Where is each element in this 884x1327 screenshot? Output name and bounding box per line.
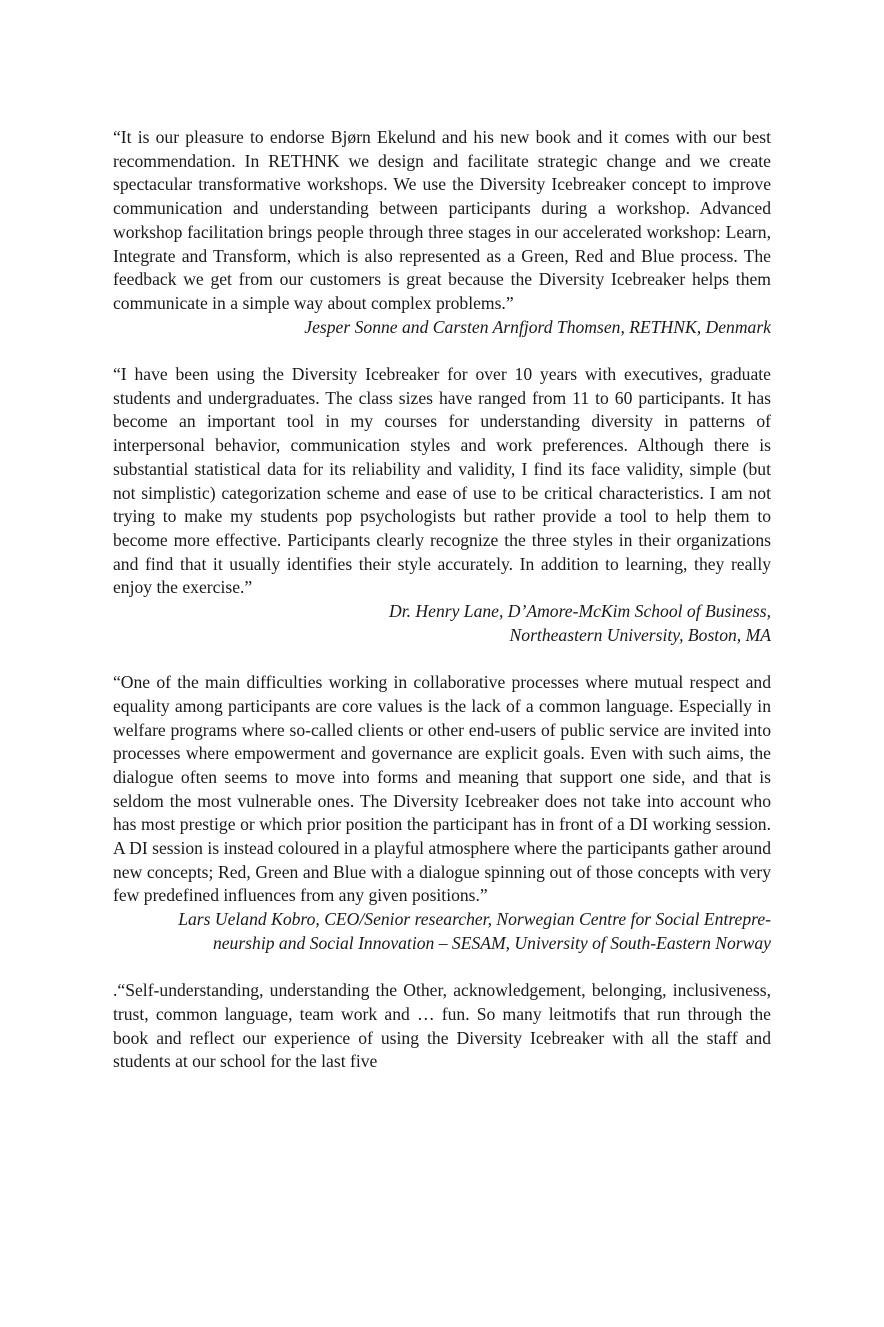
testimonial-quote-school: .“Self-understanding, understanding the Other, acknowledgement, belonging, inclusiveness, trust, common language, team work and … fun. So many leitmotifs that run through the book and reflect our experience of using the Diversity Icebreaker with all the staff and students at our school for the last five bbox=[113, 980, 771, 1072]
attribution-line: Jesper Sonne and Carsten Arnfjord Thomsen, RETHNK, Denmark bbox=[304, 316, 771, 337]
testimonial-quote-lane: “I have been using the Diversity Icebreaker for over 10 years with executives, graduate students and undergraduates. The class sizes have ranged from 11 to 60 participants. It has become an important tool in my courses for understanding diversity in patterns of interpersonal behavior, communication styles and work preferences. Although there is substantial statistical data for its reliability and validity, I find its face validity, simple (but not simplistic) categorization scheme and ease of use to be critical characteristics. I am not trying to make my students pop psychologists but rather provide a tool to help them to become more effective. Participants clearly recognize the three styles in their organizations and find that it usually identifies their style accurately. In addition to learning, they really enjoy the exercise.” bbox=[113, 364, 771, 598]
page-body bbox=[113, 126, 771, 1074]
testimonial-attribution-lane bbox=[113, 600, 771, 647]
testimonial-quote-rethnk: “It is our pleasure to endorse Bjørn Ekelund and his new book and it comes with our best recommendation. In RETHNK we design and facilitate strategic change and we create spectacular transformative workshops. We use the Diversity Icebreaker concept to improve communication and understanding between participants during a workshop. Advanced workshop facilitation brings people through three stages in our accelerated workshop: Learn, Integrate and Transform, which is also represented as a Green, Red and Blue process. The feedback we get from our customers is great because the Diversity Icebreaker helps them communicate in a simple way about complex problems.” bbox=[113, 127, 771, 313]
attribution-line: Lars Ueland Kobro, CEO/Senior researcher, Norwegian Centre for Social Entrepre- bbox=[178, 909, 771, 930]
paragraph-gap bbox=[113, 339, 771, 363]
attribution-line: Northeastern University, Boston, MA bbox=[509, 624, 771, 645]
paragraph-gap bbox=[113, 956, 771, 980]
testimonial-quote-kobro: “One of the main difficulties working in collaborative processes where mutual respect and equality among participants are core values is the lack of a common language. Especially in welfare programs where so-called clients or other end-users of public service are invited into processes where empowerment and governance are explicit goals. Even with such aims, the dialogue often seems to move into forms and meaning that support one side, and that is seldom the most vulnerable ones. The Diversity Icebreaker does not take into account who has most prestige or which prior position the participant has in front of a DI working session. A DI session is instead coloured in a playful atmosphere where the participants gather around new concepts; Red, Green and Blue with a dialogue spinning out of those concepts with very few predefined influences from any given positions.” bbox=[113, 672, 771, 906]
attribution-line: Dr. Henry Lane, D’Amore-McKim School of Business, bbox=[389, 601, 771, 622]
attribution-line: neurship and Social Innovation – SESAM, University of South-Eastern Norway bbox=[212, 932, 771, 953]
testimonial-attribution-kobro bbox=[113, 908, 771, 955]
paragraph-gap bbox=[113, 647, 771, 671]
testimonial-attribution-rethnk bbox=[113, 316, 771, 340]
